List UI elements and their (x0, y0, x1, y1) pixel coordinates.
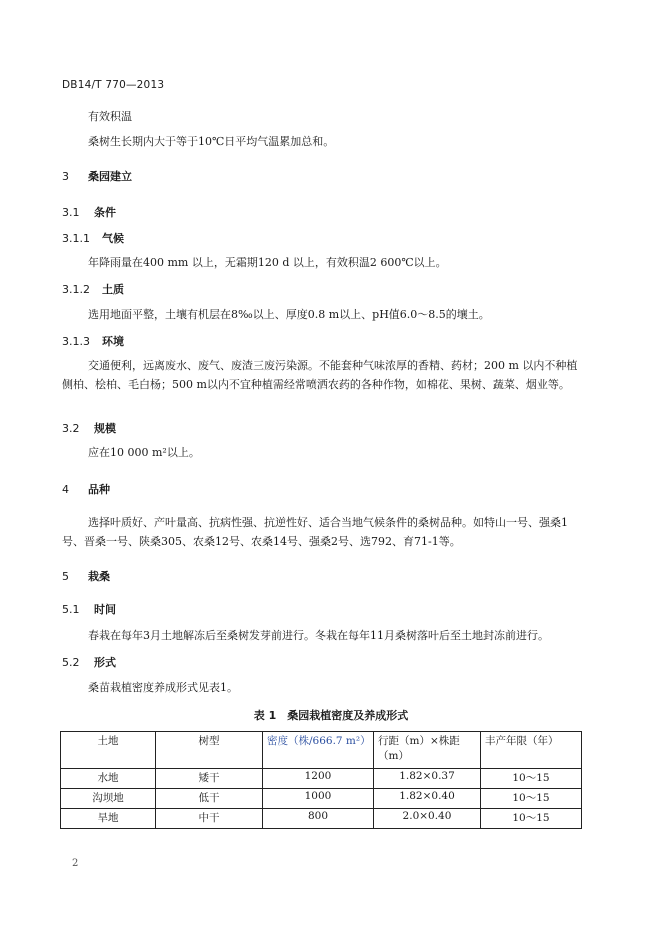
table-row (61, 789, 582, 809)
table-caption: 表 1 桑园栽植密度及养成形式 (253, 709, 409, 722)
term-title: 有效积温 (88, 110, 132, 123)
cell-tree-type: 矮干 (156, 769, 263, 789)
environment-text: 交通便利，远离废水、废气、废渣三废污染源。不能套种气味浓厚的香精、药材；200 m 以内不种植侧柏、桧柏、毛白杨；500 m以内不宜种植需经常喷洒农药的各种作物，如棉花、果树、蔬菜、烟业等。 (62, 359, 578, 391)
cell-years: 10～15 (481, 769, 582, 789)
header-years: 丰产年限（年） (481, 732, 582, 769)
cell-land: 沟坝地 (61, 789, 156, 809)
page-number: 2 (72, 858, 79, 869)
heading-5-2: 5.2 形式 (62, 656, 116, 669)
soil-text: 选用地面平整，土壤有机层在8‰以上、厚度0.8 m以上、pH值6.0～8.5的壤土。 (88, 308, 490, 321)
form-text: 桑苗栽植密度养成形式见表1。 (88, 681, 238, 694)
cell-land: 旱地 (61, 809, 156, 829)
climate-text: 年降雨量在400 mm 以上，无霜期120 d 以上，有效积温2 600℃以上。 (88, 256, 447, 269)
cell-years: 10～15 (481, 789, 582, 809)
header-land: 土地 (61, 732, 156, 769)
heading-4: 4 品种 (62, 483, 110, 496)
term-definition: 桑树生长期内大于等于10℃日平均气温累加总和。 (88, 135, 335, 148)
cell-spacing: 2.0×0.40 (374, 809, 481, 829)
table-header-row (61, 732, 582, 769)
variety-text: 选择叶质好、产叶量高、抗病性强、抗逆性好、适合当地气候条件的桑树品种。如特山一号、强桑1号、晋桑一号、陕桑305、农桑12号、农桑14号、强桑2号、选792、育71-1等。 (62, 516, 568, 548)
header-tree-type: 树型 (156, 732, 263, 769)
table-row (61, 769, 582, 789)
standard-code: DB14/T 770—2013 (62, 79, 165, 91)
scale-text: 应在10 000 m²以上。 (88, 446, 200, 459)
cell-density: 1200 (263, 769, 374, 789)
header-density: 密度（株/666.7 m²） (263, 732, 374, 769)
timing-text: 春栽在每年3月土地解冻后至桑树发芽前进行。冬栽在每年11月桑树落叶后至土地封冻前进行。 (88, 629, 549, 642)
cell-spacing: 1.82×0.37 (374, 769, 481, 789)
heading-3-1-2: 3.1.2 土质 (62, 283, 124, 296)
cell-spacing: 1.82×0.40 (374, 789, 481, 809)
heading-3-1-1: 3.1.1 气候 (62, 232, 124, 245)
cell-tree-type: 低干 (156, 789, 263, 809)
planting-density-table (60, 731, 582, 829)
heading-3-2: 3.2 规模 (62, 422, 116, 435)
heading-5-1: 5.1 时间 (62, 603, 116, 616)
table-row (61, 809, 582, 829)
heading-3: 3 桑园建立 (62, 170, 132, 183)
heading-5: 5 栽桑 (62, 570, 110, 583)
heading-3-1-3: 3.1.3 环境 (62, 335, 124, 348)
cell-density: 1000 (263, 789, 374, 809)
heading-3-1: 3.1 条件 (62, 206, 116, 219)
cell-density: 800 (263, 809, 374, 829)
header-spacing: 行距（m）×株距（m） (374, 732, 481, 769)
cell-years: 10～15 (481, 809, 582, 829)
cell-tree-type: 中干 (156, 809, 263, 829)
cell-land: 水地 (61, 769, 156, 789)
